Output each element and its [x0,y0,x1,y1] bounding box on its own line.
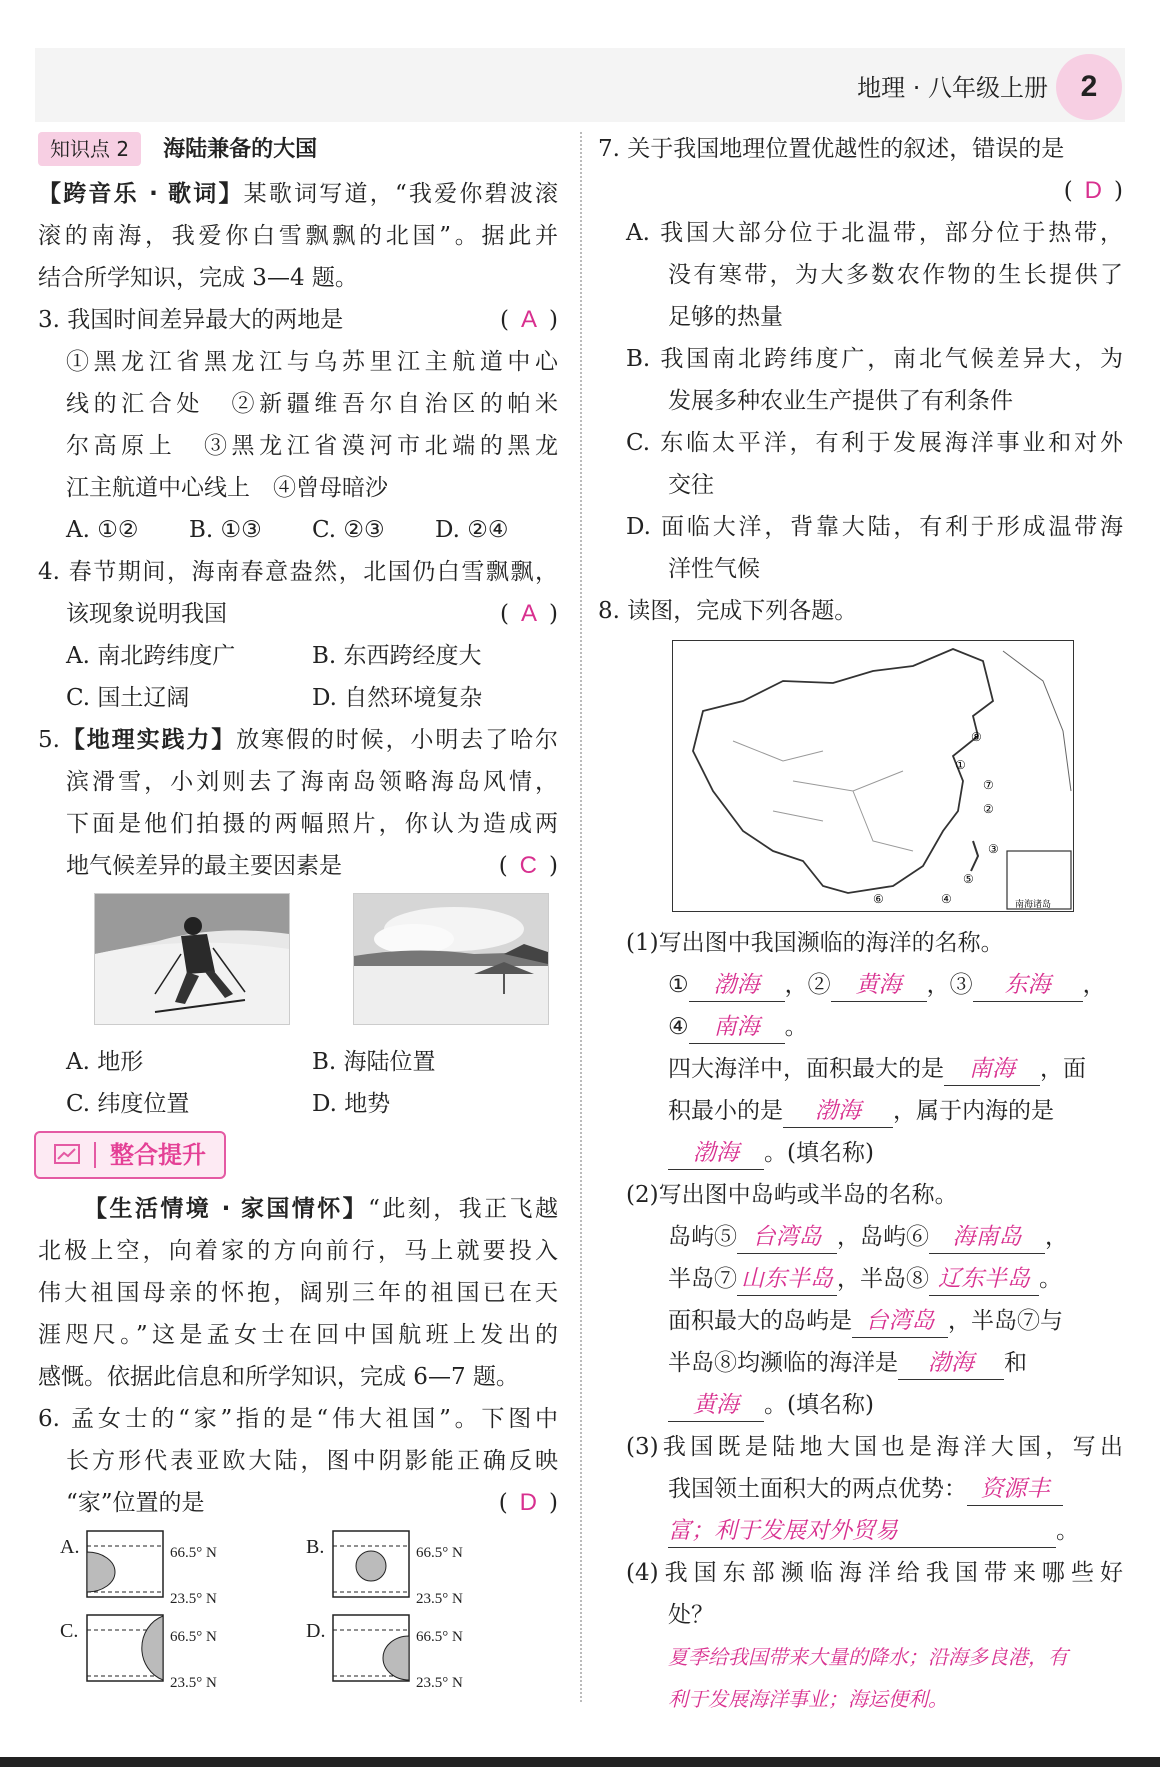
q4-stem-2: 该现象说明我国 ( A ) [66,600,558,627]
section-heading: 整合提升 [34,1131,226,1179]
map-label-5: ⑤ [963,872,974,886]
q3-line-3: 尔高原上 ③黑龙江省漠河市北端的黑龙 [66,433,558,459]
q4-answer: A [521,600,538,627]
answer-blank-13: 渤海 [898,1347,1004,1380]
q8-part4-line1: (4)我国东部濒临海洋给我国带来哪些好 [626,1560,1123,1586]
q8-part2-line3: 面积最大的岛屿是 台湾岛 ，半岛⑦与 [598,1300,1123,1342]
map-label-4: ④ [941,892,952,906]
context-line-4: 涯咫尺。”这是孟女士在回中国航班上发出的 [38,1322,558,1348]
q8-part2-line4: 半岛⑧均濒临的海洋是 渤海 和 [598,1342,1123,1384]
q8-part1-line4: 积最小的是 渤海 ，属于内海的是 [598,1090,1123,1132]
chart-icon [54,1144,80,1166]
bottom-bar [0,1757,1160,1767]
q8-part2-prompt: (2)写出图中岛屿或半岛的名称。 [626,1182,958,1208]
answer-blank-9: 海南岛 [929,1221,1045,1254]
q8-part3-line2: 我国领土面积大的两点优势： 资源丰 [598,1468,1123,1510]
q8-part2-line5: 黄海 。(填名称) [598,1384,1123,1426]
q8-part4-answer1: 夏季给我国带来大量的降水；沿海多良港，有 [668,1645,1068,1669]
q5-stem-4: 地气候差异的最主要因素是 ( C ) [66,852,558,879]
q5-options-2: C. 纬度位置 D. 地势 [66,1091,391,1117]
intro-line-1: 【跨音乐 · 歌词】某歌词写道，“我爱你碧波滚 [38,181,558,207]
q6-diagrams: A. 66.5° N 23.5° N B. 66.5° N 23.5° N C. 66.5° N 23.5° N D. 66.5° N 23.5° N [60,1524,558,1694]
q4-options-1: A. 南北跨纬度广 B. 东西跨经度大 [66,643,482,669]
q7-option-a2: 没有寒带，为大多数农作物的生长提供了 [668,262,1123,288]
column-divider [580,132,582,1702]
answer-blank-5: 南海 [944,1053,1040,1086]
context-line-3: 伟大祖国母亲的怀抱，阔别三年的祖国已在天 [38,1280,558,1306]
intro-line-3: 结合所学知识，完成 3—4 题。 [38,265,358,291]
right-column [598,128,1123,1720]
answer-blank-3: 东海 [973,969,1083,1002]
answer-blank-14: 黄海 [668,1389,764,1422]
q8-part4-line2: 处？ [668,1602,714,1628]
q6-stem-2: 长方形代表亚欧大陆，图中阴影能正确反映 [66,1448,558,1474]
answer-blank-15: 资源丰 [967,1473,1063,1506]
page-number-badge: 2 [1056,54,1122,120]
ski-photo [94,893,290,1025]
answer-blank-6: 渤海 [783,1095,893,1128]
context-line-2: 北极上空，向着家的方向前行，马上就要投入 [38,1238,558,1264]
map-label-2: ② [983,802,994,816]
q7-option-d1: D. 面临大洋，背靠大陆，有利于形成温带海 [626,514,1123,540]
q5-photos [94,893,558,1031]
q5-stem-3: 下面是他们拍摄的两幅照片，你认为造成两 [66,811,558,837]
map-label-7: ⑦ [983,778,994,792]
map-label-3: ③ [988,842,999,856]
knowledge-point-tag: 知识点 2 [38,132,141,166]
knowledge-point-title: 海陆兼备的大国 [163,137,318,162]
q6-stem-3: “家”位置的是 ( D ) [66,1489,558,1516]
map-label-8: ⑧ [971,730,982,744]
q3-answer: A [521,306,538,333]
q8-stem: 8. 读图，完成下列各题。 [598,598,858,624]
map-inset-label: 南海诸岛 [1015,900,1052,910]
q8-part1-prompt: (1)写出图中我国濒临的海洋的名称。 [626,930,1004,956]
answer-blank-12: 台湾岛 [852,1305,948,1338]
q6-stem-1: 6. 孟女士的“家”指的是“伟大祖国”。下图中 [38,1406,558,1432]
q5-stem-2: 滨滑雪，小刘则去了海南岛领略海岛风情， [66,769,558,795]
q8-part1-line5: 渤海 。(填名称) [598,1132,1123,1174]
q3-line-4: 江主航道中心线上 ④曾母暗沙 [66,475,388,501]
q7-option-d2: 洋性气候 [668,556,760,582]
beach-photo [353,893,549,1025]
q7-option-a1: A. 我国大部分位于北温带，部分位于热带， [626,220,1123,246]
answer-blank-16: 富；利于发展对外贸易 [668,1515,1056,1548]
q7-option-c1: C. 东临太平洋，有利于发展海洋事业和对外 [626,430,1123,456]
intro-line-2: 滚的南海，我爱你白雪飘飘的北国”。据此并 [38,223,558,249]
answer-blank-1: 渤海 [689,969,785,1002]
book-title: 地理 · 八年级上册 [857,74,1048,102]
q8-part1-line3: 四大海洋中，面积最大的是 南海 ，面 [598,1048,1123,1090]
q6-answer: D [519,1489,538,1516]
left-column [38,128,558,1694]
answer-blank-11: 辽东半岛 [929,1263,1039,1296]
answer-blank-2: 黄海 [831,969,927,1002]
answer-blank-4: 南海 [689,1011,785,1044]
answer-blank-7: 渤海 [668,1137,764,1170]
q7-stem: 7. 关于我国地理位置优越性的叙述，错误的是 [598,136,1065,162]
q8-part1-line2: ④ 南海 。 [598,1006,1123,1048]
q5-answer: C [519,852,538,879]
q8-part3-line1: (3)我国既是陆地大国也是海洋大国，写出 [626,1434,1123,1460]
q8-part2-line2: 半岛⑦ 山东半岛 ，半岛⑧ 辽东半岛 。 [598,1258,1123,1300]
q8-part3-line3: 富；利于发展对外贸易 。 [598,1510,1123,1552]
q3-line-2: 线的汇合处 ②新疆维吾尔自治区的帕米 [66,391,558,417]
map-label-1: ① [955,758,966,772]
map-label-6: ⑥ [873,892,884,906]
q4-stem-1: 4. 春节期间，海南春意盎然，北国仍白雪飘飘， [38,559,558,585]
q7-option-c2: 交往 [668,472,714,498]
q4-options-2: C. 国土辽阔 D. 自然环境复杂 [66,685,483,711]
q3-stem: 3. 我国时间差异最大的两地是 ( A ) [38,306,558,333]
q3-line-1: ①黑龙江省黑龙江与乌苏里江主航道中心 [66,349,558,375]
q7-answer: D [1084,177,1103,204]
q3-options: A. ①② B. ①③ C. ②③ D. ②④ [66,517,509,543]
china-map [672,640,1074,912]
q7-option-b1: B. 我国南北跨纬度广，南北气候差异大，为 [626,346,1123,372]
q8-part4-answer2: 利于发展海洋事业；海运便利。 [668,1687,948,1711]
q5-stem-1: 5.【地理实践力】放寒假的时候，小明去了哈尔 [38,727,558,753]
q5-options-1: A. 地形 B. 海陆位置 [66,1049,436,1075]
context-line-5: 感慨。依据此信息和所学知识，完成 6—7 题。 [38,1364,519,1390]
q7-option-b2: 发展多种农业生产提供了有利条件 [668,388,1013,414]
q7-option-a3: 足够的热量 [668,304,783,330]
q8-part1-line1: ① 渤海 ，② 黄海 ，③ 东海 ， [598,964,1123,1006]
answer-blank-10: 山东半岛 [737,1263,837,1296]
q8-part2-line1: 岛屿⑤ 台湾岛 ，岛屿⑥ 海南岛 ， [598,1216,1123,1258]
q7-answer-line: ( D ) [1063,177,1123,204]
context-line-1: 【生活情境 · 家国情怀】“此刻，我正飞越 [84,1196,558,1222]
answer-blank-8: 台湾岛 [737,1221,837,1254]
